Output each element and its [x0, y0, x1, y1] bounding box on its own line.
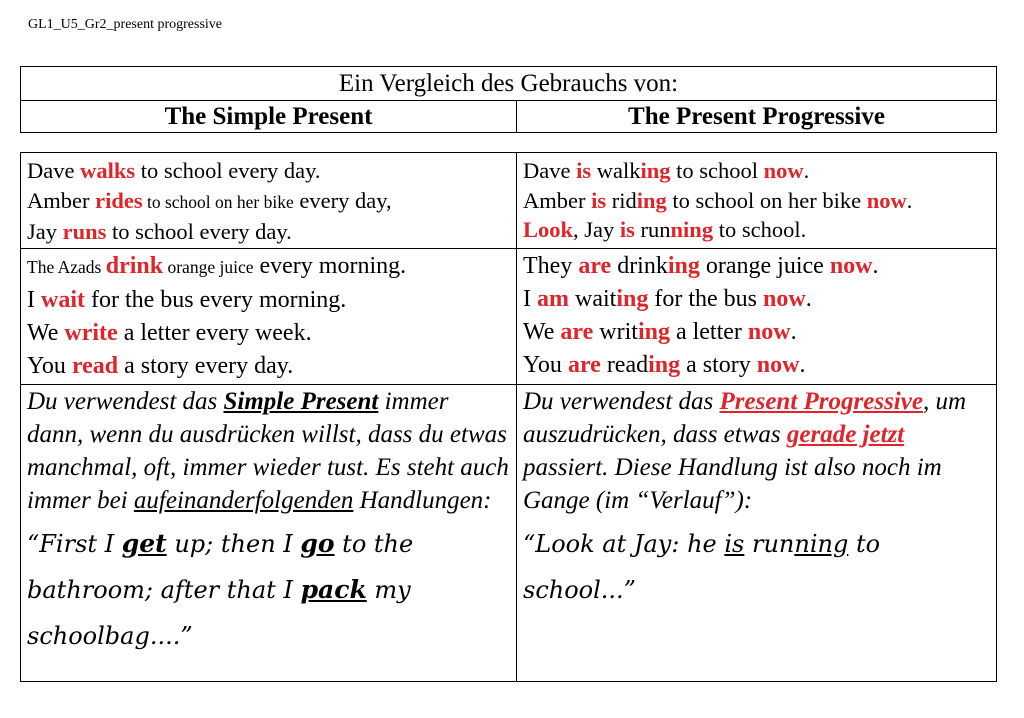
example-line: We are writing a letter now.: [523, 318, 797, 345]
example-line: You are reading a story now.: [523, 351, 806, 378]
example-line: They are drinking orange juice now.: [523, 252, 879, 279]
column-header-simple-present: The Simple Present: [21, 101, 517, 133]
handwritten-example: “Look at Jay: he is running to school...”: [523, 529, 881, 604]
simple-present-examples-2: [21, 248, 517, 384]
example-line: Dave walks to school every day.: [27, 158, 321, 183]
comparison-table: [20, 152, 997, 682]
explanation-text: Du verwendest das Present Progressive, um auszudrücken, dass etwas gerade jetzt passiert. Diese Handlung ist also noch im Gange (im “Verlauf”):: [523, 387, 967, 514]
example-line: Dave is walking to school now.: [523, 158, 810, 183]
present-progressive-examples-2: [517, 248, 997, 384]
example-line: The Azads drink orange juice every morning.: [27, 252, 407, 279]
column-header-present-progressive: The Present Progressive: [517, 101, 997, 133]
example-line: Look, Jay is running to school.: [523, 217, 807, 242]
simple-present-explanation: [21, 384, 517, 681]
simple-present-examples-1: [21, 153, 517, 249]
table-row: [21, 248, 997, 384]
document-label: GL1_U5_Gr2_present progressive: [28, 17, 223, 32]
example-line: I wait for the bus every morning.: [27, 286, 347, 313]
example-line: You read a story every day.: [27, 352, 294, 379]
example-line: Jay runs to school every day.: [27, 219, 292, 244]
explanation-text: Du verwendest das Simple Present immer dann, wenn du ausdrücken willst, dass du etwas manchmal, oft, immer wieder tust. Es steht auch immer bei aufeinanderfolgenden Handlungen:: [27, 387, 509, 514]
handwritten-example: “First I get up; then I go to the bathroom; after that I pack my schoolbag....”: [27, 528, 414, 650]
present-progressive-explanation: [517, 384, 997, 681]
example-line: We write a letter every week.: [27, 319, 312, 346]
example-line: Amber rides to school on her bike every day,: [27, 187, 392, 213]
header-table: [20, 66, 997, 133]
example-line: I am waiting for the bus now.: [523, 285, 812, 312]
example-line: Amber is riding to school on her bike now.: [523, 187, 913, 213]
table-row: [21, 153, 997, 249]
table-row: [21, 384, 997, 681]
table-title: Ein Vergleich des Gebrauchs von:: [21, 67, 997, 101]
present-progressive-examples-1: [517, 153, 997, 249]
